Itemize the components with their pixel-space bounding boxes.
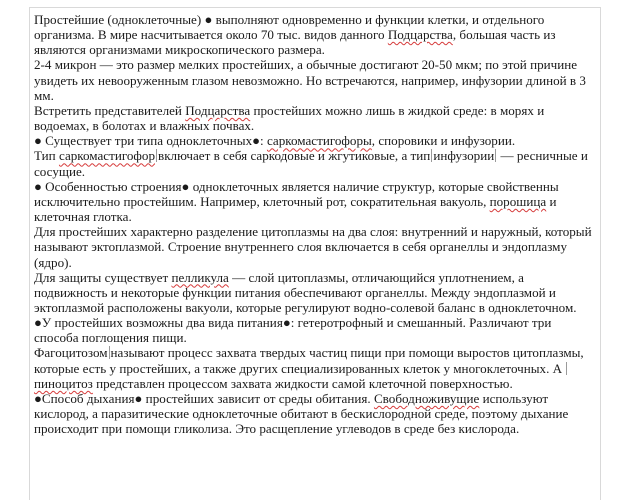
- text-segment: называют процесс захвата твердых частиц пищи при помощи выростов цитоплазмы, которые есть у простейших, а также других специализированных клеток у многоклеточных. А: [34, 345, 584, 376]
- text-segment: представлен процессом захвата жидкости самой клеточной поверхностью.: [92, 375, 513, 391]
- spellcheck-flagged-word: Подцарства: [185, 102, 251, 118]
- text-cursor-mark: [156, 149, 157, 162]
- document-page: [29, 7, 601, 500]
- paragraph: [34, 179, 596, 224]
- text-segment: ● Существует три типа одноклеточных●:: [34, 133, 267, 149]
- spellcheck-flagged-word: пиноцитоз: [34, 375, 93, 391]
- paragraph: [34, 103, 596, 133]
- text-segment: и клеточная глотка.: [34, 193, 557, 225]
- spellcheck-flagged-word: пелликула: [171, 269, 229, 285]
- paragraph: [34, 57, 596, 102]
- text-segment: Простейшие (одноклеточные) ● выполняют одновременно и функции клетки, и отдельного организма. В мире насчитывается около 70 тыс. видов данного: [34, 12, 545, 43]
- text-cursor-mark: [109, 346, 110, 359]
- text-segment: 2-4 микрон — это размер мелких простейших, а обычные достигают 20-50 мкм; по этой причине увидеть их невооруженным глазом невозможно. Но встречаются, например, инфузории длиной в 3 мм.: [34, 57, 586, 103]
- text-segment: используют кислород, а паразитические одноклеточные обитают в бескислородной среде, поэтому дыхание происходит при помощи гликолиза. Это расщепление углеводов в среде без кислорода.: [34, 390, 569, 437]
- paragraph: [34, 391, 596, 436]
- document-text[interactable]: [34, 12, 596, 436]
- text-segment: Тип: [34, 148, 59, 164]
- text-segment: ●Способ дыхания● простейших зависит от среды обитания.: [34, 390, 374, 406]
- paragraph: [34, 345, 596, 390]
- text-segment: Фагоцитозом: [34, 345, 108, 361]
- paragraph: [34, 133, 596, 178]
- paragraph: [34, 224, 596, 269]
- text-cursor-mark: [566, 362, 567, 375]
- spellcheck-flagged-word: саркомастигофор: [58, 148, 156, 164]
- spellcheck-flagged-word: Подцарства: [387, 27, 453, 43]
- spellcheck-flagged-word: саркомастигофоры: [266, 133, 372, 149]
- text-segment: ● Особенностью строения● одноклеточных является наличие структур, которые свойственны исключительно простейшим. Например, клеточный рот, сократительная вакуоль,: [34, 178, 559, 209]
- text-segment: — слой цитоплазмы, отличающийся уплотнением, а подвижность и некоторые функции питания обеспечивают органеллы. Между эндоплазмой и эктоплазмой расположены вакуоли, которые регулируют водно-солевой баланс в одноклеточном.: [34, 269, 577, 315]
- text-segment: инфузории: [433, 148, 495, 164]
- spellcheck-flagged-word: порошица: [489, 193, 547, 209]
- text-segment: включает в себя саркодовые и жгутиковые, а тип: [158, 148, 431, 164]
- paragraph: [34, 270, 596, 315]
- text-segment: Для защиты существует: [34, 269, 172, 285]
- text-segment: , споровики и инфузории.: [371, 133, 516, 149]
- paragraph: [34, 315, 596, 345]
- text-segment: — ресничные и сосущие.: [34, 148, 588, 179]
- text-segment: Встретить представителей: [34, 102, 186, 118]
- text-segment: , большая часть из являются организмами микроскопического размера.: [34, 27, 556, 58]
- text-segment: простейших можно лишь в жидкой среде: в морях и водоемах, в болотах и влажных почвах.: [34, 102, 545, 134]
- spellcheck-flagged-word: Свободноживущие: [373, 390, 480, 406]
- text-segment: ●У простейших возможны два вида питания●: гетеротрофный и смешанный. Различают три способа поглощения пищи.: [34, 315, 552, 346]
- text-segment: Для простейших характерно разделение цитоплазмы на два слоя: внутренний и наружный, который называют эктоплазмой. Строение внутреннего слоя включается в себя органеллы и эндоплазму (ядро).: [34, 224, 592, 270]
- paragraph: [34, 12, 596, 57]
